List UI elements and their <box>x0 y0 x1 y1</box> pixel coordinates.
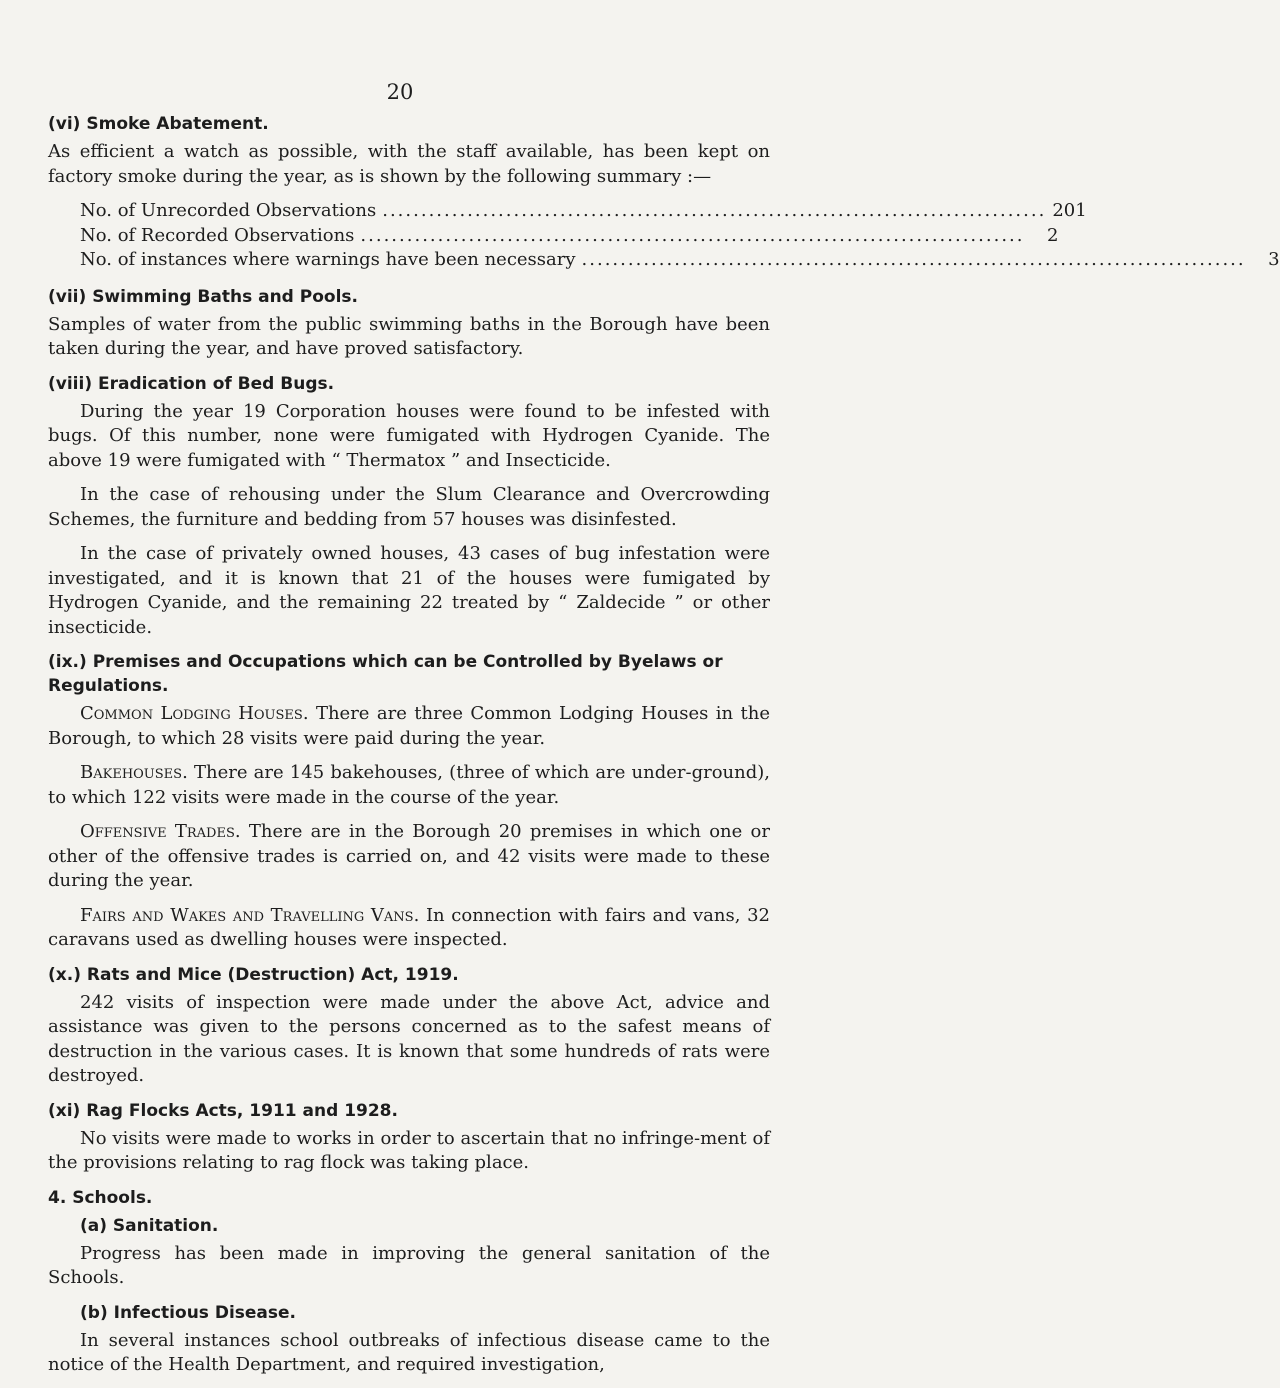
section-heading-smoke: (vi) Smoke Abatement. <box>48 114 269 134</box>
summary-label: No. of Recorded Observations <box>80 224 355 246</box>
fairs-text: In connection with fairs and vans, 32 caravans used as dwelling houses were inspected. <box>48 904 770 950</box>
fairs-title: Fairs and Wakes and Travelling Vans. <box>80 904 420 926</box>
lodging-houses-title: Common Lodging Houses. <box>80 703 309 724</box>
section-heading-rag: (xi) Rag Flocks Acts, 1911 and 1928. <box>48 1100 398 1121</box>
subheading-infectious-disease: (b) Infectious Disease. <box>80 1302 296 1323</box>
subheading-sanitation: (a) Sanitation. <box>80 1215 219 1236</box>
section-heading-premises: (ix.) Premises and Occupations which can be Controlled by Byelaws or Regulations. <box>48 652 723 696</box>
smoke-intro: As efficient a watch as possible, with the staff available, has been kept on factory smoke during the year, as is shown by the following summary :— <box>48 141 770 187</box>
summary-label: No. of instances where warnings have been necessary <box>80 249 576 270</box>
swimming-text: Samples of water from the public swimming baths in the Borough have been taken during the year, and have proved satisfactory. <box>48 313 770 359</box>
smoke-summary <box>48 199 1280 273</box>
infectious-text: In several instances school outbreaks of infectious disease came to the notice of the Health Department, and required investigation, <box>48 1329 770 1375</box>
summary-value: 2 <box>1047 224 1059 246</box>
offensive-trades-paragraph <box>48 820 770 894</box>
section-rats-mice <box>48 963 770 1089</box>
summary-value: 3 <box>1268 249 1280 270</box>
summary-row-recorded <box>48 224 1059 249</box>
offensive-trades-title: Offensive Trades. <box>80 821 241 842</box>
lodging-houses-text: There are three Common Lodging Houses in the Borough, to which 28 visits were paid during the year. <box>48 703 770 749</box>
sanitation-text: Progress has been made in improving the general sanitation of the Schools. <box>48 1242 770 1288</box>
bugs-paragraph-2: In the case of rehousing under the Slum Clearance and Overcrowding Schemes, the furniture and bedding from 57 houses was disinfested. <box>48 484 770 530</box>
bakehouses-paragraph <box>48 761 770 810</box>
section-premises <box>48 650 770 953</box>
bakehouses-title: Bakehouses. <box>80 762 188 783</box>
section-rag-flocks <box>48 1099 770 1176</box>
rats-text: 242 visits of inspection were made under the above Act, advice and assistance was given to the persons concerned as to the safest means of destruction in the various cases. It is known that some hundreds of rats were destroyed. <box>48 991 770 1086</box>
fairs-paragraph <box>48 904 770 953</box>
section-swimming <box>48 285 770 362</box>
section-schools <box>48 1186 770 1378</box>
section-smoke-abatement <box>48 112 1280 273</box>
summary-label: No. of Unrecorded Observations <box>80 200 377 221</box>
page-number: 20 <box>386 80 414 104</box>
leader-dots: ...................................................................................... <box>360 224 1025 246</box>
rag-text: No visits were made to works in order to ascertain that no infringe-ment of the provisions relating to rag flock was taking place. <box>48 1127 770 1173</box>
bugs-paragraph-3: In the case of privately owned houses, 43 cases of bug infestation were investigated, and it is known that 21 of the houses were fumigated by Hydrogen Cyanide, and the remaining 22 treated by “ Zaldecide ” or other insecticide. <box>48 543 770 638</box>
section-heading-swimming: (vii) Swimming Baths and Pools. <box>48 286 358 307</box>
section-heading-schools: 4. Schools. <box>48 1187 153 1208</box>
leader-dots: ...................................................................................... <box>581 249 1246 270</box>
bugs-paragraph-1: During the year 19 Corporation houses were found to be infested with bugs. Of this number, none were fumigated with Hydrogen Cyanide. The above 19 were fumigated with “ Thermatox ” and Insecticide. <box>48 400 770 471</box>
lodging-houses-paragraph <box>48 702 770 751</box>
summary-row-unrecorded <box>48 199 1087 224</box>
section-heading-rats: (x.) Rats and Mice (Destruction) Act, 1919. <box>48 964 459 985</box>
section-bed-bugs <box>48 372 770 641</box>
page-content <box>48 112 1280 1388</box>
summary-value: 201 <box>1052 200 1087 221</box>
summary-row-warnings <box>48 248 1280 273</box>
section-heading-bed-bugs: (viii) Eradication of Bed Bugs. <box>48 373 335 394</box>
offensive-trades-text: There are in the Borough 20 premises in which one or other of the offensive trades is carried on, and 42 visits were made to these during the year. <box>48 821 770 891</box>
bakehouses-text: There are 145 bakehouses, (three of which are under-ground), to which 122 visits were made in the course of the year. <box>48 762 770 808</box>
leader-dots: ...................................................................................... <box>382 200 1047 221</box>
